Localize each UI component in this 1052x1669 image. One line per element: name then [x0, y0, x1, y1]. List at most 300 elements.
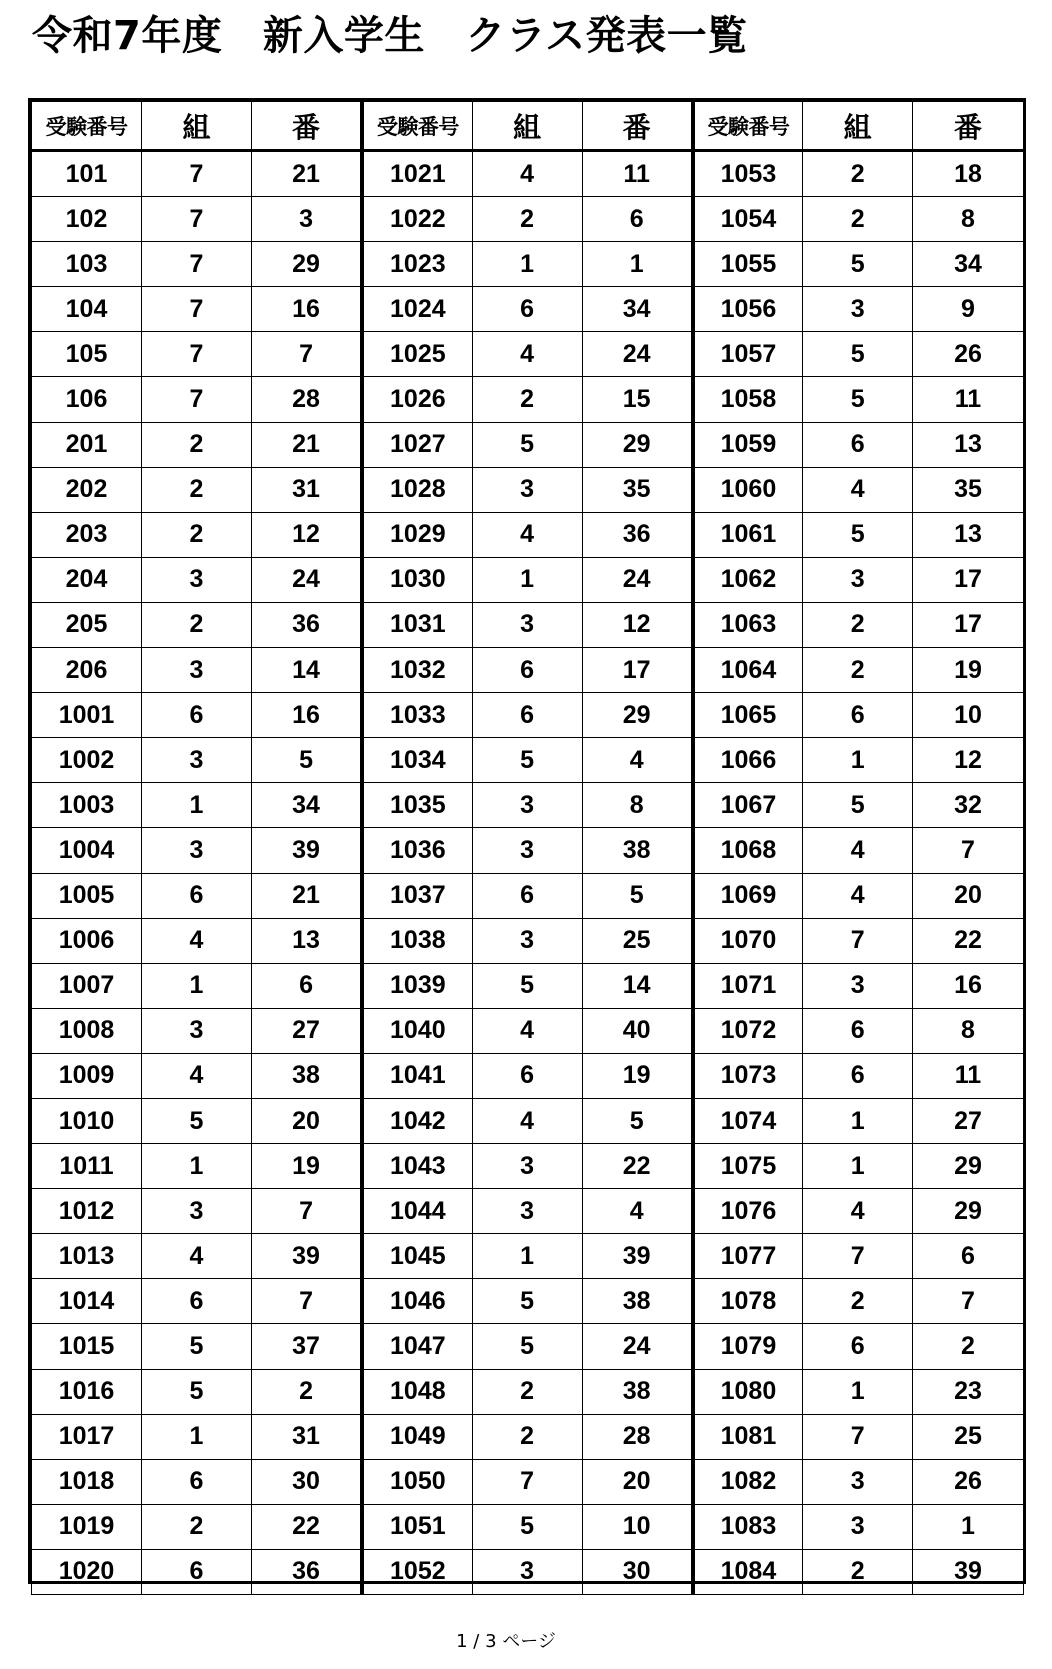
class-cell: 3	[472, 828, 582, 873]
class-cell: 2	[142, 602, 252, 647]
seat-number-cell: 21	[252, 873, 363, 918]
seat-number-cell: 13	[913, 422, 1024, 467]
exam-number-cell: 1063	[693, 602, 803, 647]
class-cell: 7	[472, 1459, 582, 1504]
seat-number-cell: 23	[913, 1369, 1024, 1414]
seat-number-cell: 28	[582, 1414, 693, 1459]
exam-number-cell: 1077	[693, 1234, 803, 1279]
exam-number-cell: 204	[32, 557, 142, 602]
exam-number-cell: 1019	[32, 1504, 142, 1549]
seat-number-cell: 25	[913, 1414, 1024, 1459]
class-cell: 5	[803, 512, 913, 557]
seat-number-cell: 34	[913, 242, 1024, 287]
class-cell: 2	[142, 467, 252, 512]
seat-number-cell: 1	[582, 242, 693, 287]
class-cell: 5	[472, 422, 582, 467]
class-cell: 3	[142, 1189, 252, 1234]
table-row	[32, 1144, 1024, 1189]
class-cell: 4	[472, 1098, 582, 1143]
class-cell: 2	[803, 1279, 913, 1324]
exam-number-cell: 1057	[693, 332, 803, 377]
class-cell: 1	[142, 963, 252, 1008]
class-cell: 2	[142, 422, 252, 467]
class-cell: 2	[472, 1369, 582, 1414]
exam-number-cell: 1068	[693, 828, 803, 873]
class-cell: 2	[472, 197, 582, 242]
class-list-table-frame	[28, 98, 1026, 1584]
exam-number-cell: 1001	[32, 693, 142, 738]
exam-number-cell: 1062	[693, 557, 803, 602]
seat-number-cell: 25	[582, 918, 693, 963]
exam-number-cell: 1045	[362, 1234, 472, 1279]
class-cell: 6	[472, 693, 582, 738]
exam-number-cell: 1082	[693, 1459, 803, 1504]
header-seat-number: 番	[252, 102, 363, 151]
seat-number-cell: 16	[913, 963, 1024, 1008]
page-indicator: 1 / 3 ページ	[456, 1631, 556, 1652]
seat-number-cell: 12	[252, 512, 363, 557]
table-row	[32, 1549, 1024, 1594]
exam-number-cell: 1004	[32, 828, 142, 873]
table-row	[32, 287, 1024, 332]
class-cell: 5	[142, 1098, 252, 1143]
class-cell: 2	[803, 602, 913, 647]
table-row	[32, 332, 1024, 377]
seat-number-cell: 24	[582, 1324, 693, 1369]
seat-number-cell: 20	[913, 873, 1024, 918]
exam-number-cell: 1028	[362, 467, 472, 512]
exam-number-cell: 1027	[362, 422, 472, 467]
exam-number-cell: 1036	[362, 828, 472, 873]
exam-number-cell: 1059	[693, 422, 803, 467]
class-cell: 6	[142, 1279, 252, 1324]
seat-number-cell: 27	[252, 1008, 363, 1053]
exam-number-cell: 1023	[362, 242, 472, 287]
seat-number-cell: 21	[252, 422, 363, 467]
seat-number-cell: 14	[582, 963, 693, 1008]
seat-number-cell: 31	[252, 1414, 363, 1459]
class-cell: 3	[472, 1549, 582, 1594]
seat-number-cell: 15	[582, 377, 693, 422]
exam-number-cell: 203	[32, 512, 142, 557]
table-row	[32, 1369, 1024, 1414]
seat-number-cell: 21	[252, 151, 363, 197]
class-cell: 4	[142, 1053, 252, 1098]
class-cell: 1	[472, 242, 582, 287]
exam-number-cell: 1051	[362, 1504, 472, 1549]
seat-number-cell: 6	[913, 1234, 1024, 1279]
exam-number-cell: 1009	[32, 1053, 142, 1098]
exam-number-cell: 105	[32, 332, 142, 377]
seat-number-cell: 38	[582, 1279, 693, 1324]
class-cell: 3	[472, 467, 582, 512]
class-cell: 5	[472, 1324, 582, 1369]
exam-number-cell: 1048	[362, 1369, 472, 1414]
class-cell: 5	[472, 1279, 582, 1324]
class-cell: 6	[803, 422, 913, 467]
exam-number-cell: 1015	[32, 1324, 142, 1369]
seat-number-cell: 35	[582, 467, 693, 512]
seat-number-cell: 31	[252, 467, 363, 512]
exam-number-cell: 1081	[693, 1414, 803, 1459]
seat-number-cell: 7	[913, 1279, 1024, 1324]
header-exam-number: 受験番号	[693, 102, 803, 151]
seat-number-cell: 38	[582, 1369, 693, 1414]
class-cell: 6	[803, 693, 913, 738]
table-row	[32, 963, 1024, 1008]
class-cell: 4	[803, 467, 913, 512]
seat-number-cell: 38	[582, 828, 693, 873]
exam-number-cell: 1008	[32, 1008, 142, 1053]
class-cell: 3	[803, 1459, 913, 1504]
class-cell: 2	[803, 1549, 913, 1594]
seat-number-cell: 29	[913, 1144, 1024, 1189]
class-cell: 6	[142, 1549, 252, 1594]
header-class: 組	[472, 102, 582, 151]
seat-number-cell: 22	[913, 918, 1024, 963]
table-row	[32, 1504, 1024, 1549]
class-cell: 4	[142, 918, 252, 963]
seat-number-cell: 29	[252, 242, 363, 287]
seat-number-cell: 18	[913, 151, 1024, 197]
exam-number-cell: 1029	[362, 512, 472, 557]
exam-number-cell: 1064	[693, 648, 803, 693]
class-cell: 3	[142, 648, 252, 693]
exam-number-cell: 1033	[362, 693, 472, 738]
seat-number-cell: 39	[252, 1234, 363, 1279]
seat-number-cell: 19	[582, 1053, 693, 1098]
class-cell: 6	[472, 287, 582, 332]
class-cell: 3	[803, 1504, 913, 1549]
exam-number-cell: 1017	[32, 1414, 142, 1459]
seat-number-cell: 14	[252, 648, 363, 693]
seat-number-cell: 26	[913, 332, 1024, 377]
class-cell: 2	[142, 1504, 252, 1549]
class-cell: 2	[803, 151, 913, 197]
seat-number-cell: 10	[582, 1504, 693, 1549]
exam-number-cell: 1072	[693, 1008, 803, 1053]
exam-number-cell: 1066	[693, 738, 803, 783]
class-cell: 2	[472, 1414, 582, 1459]
class-cell: 3	[472, 918, 582, 963]
class-cell: 3	[142, 828, 252, 873]
seat-number-cell: 8	[913, 197, 1024, 242]
class-cell: 4	[803, 873, 913, 918]
seat-number-cell: 17	[913, 557, 1024, 602]
seat-number-cell: 29	[582, 422, 693, 467]
class-cell: 3	[472, 1189, 582, 1234]
class-cell: 5	[142, 1369, 252, 1414]
seat-number-cell: 35	[913, 467, 1024, 512]
seat-number-cell: 34	[582, 287, 693, 332]
exam-number-cell: 1013	[32, 1234, 142, 1279]
header-seat-number: 番	[582, 102, 693, 151]
header-exam-number: 受験番号	[32, 102, 142, 151]
class-cell: 1	[472, 557, 582, 602]
exam-number-cell: 1016	[32, 1369, 142, 1414]
exam-number-cell: 1071	[693, 963, 803, 1008]
class-cell: 7	[142, 332, 252, 377]
exam-number-cell: 1038	[362, 918, 472, 963]
seat-number-cell: 8	[913, 1008, 1024, 1053]
seat-number-cell: 36	[582, 512, 693, 557]
exam-number-cell: 1002	[32, 738, 142, 783]
exam-number-cell: 1075	[693, 1144, 803, 1189]
class-cell: 4	[472, 512, 582, 557]
seat-number-cell: 13	[913, 512, 1024, 557]
seat-number-cell: 39	[252, 828, 363, 873]
table-row	[32, 1459, 1024, 1504]
seat-number-cell: 39	[582, 1234, 693, 1279]
exam-number-cell: 1044	[362, 1189, 472, 1234]
table-row	[32, 467, 1024, 512]
class-cell: 3	[803, 963, 913, 1008]
exam-number-cell: 1076	[693, 1189, 803, 1234]
exam-number-cell: 1034	[362, 738, 472, 783]
class-cell: 3	[803, 287, 913, 332]
seat-number-cell: 11	[913, 377, 1024, 422]
class-cell: 6	[472, 1053, 582, 1098]
exam-number-cell: 1037	[362, 873, 472, 918]
header-class: 組	[803, 102, 913, 151]
class-cell: 4	[472, 1008, 582, 1053]
class-cell: 7	[142, 287, 252, 332]
table-row	[32, 557, 1024, 602]
class-cell: 5	[142, 1324, 252, 1369]
exam-number-cell: 1025	[362, 332, 472, 377]
class-cell: 7	[803, 1414, 913, 1459]
exam-number-cell: 1056	[693, 287, 803, 332]
exam-number-cell: 1012	[32, 1189, 142, 1234]
class-cell: 5	[803, 242, 913, 287]
exam-number-cell: 1084	[693, 1549, 803, 1594]
seat-number-cell: 19	[252, 1144, 363, 1189]
class-cell: 1	[142, 1414, 252, 1459]
seat-number-cell: 10	[913, 693, 1024, 738]
seat-number-cell: 5	[252, 738, 363, 783]
seat-number-cell: 8	[582, 783, 693, 828]
table-row	[32, 918, 1024, 963]
exam-number-cell: 1055	[693, 242, 803, 287]
class-cell: 6	[142, 1459, 252, 1504]
class-cell: 7	[803, 918, 913, 963]
seat-number-cell: 7	[252, 332, 363, 377]
table-row	[32, 1053, 1024, 1098]
exam-number-cell: 1043	[362, 1144, 472, 1189]
exam-number-cell: 1078	[693, 1279, 803, 1324]
header-exam-number: 受験番号	[362, 102, 472, 151]
exam-number-cell: 106	[32, 377, 142, 422]
exam-number-cell: 1032	[362, 648, 472, 693]
class-cell: 4	[803, 828, 913, 873]
seat-number-cell: 11	[582, 151, 693, 197]
class-cell: 7	[142, 377, 252, 422]
table-row	[32, 377, 1024, 422]
exam-number-cell: 1010	[32, 1098, 142, 1143]
class-cell: 3	[472, 602, 582, 647]
seat-number-cell: 22	[582, 1144, 693, 1189]
seat-number-cell: 38	[252, 1053, 363, 1098]
seat-number-cell: 40	[582, 1008, 693, 1053]
exam-number-cell: 1018	[32, 1459, 142, 1504]
seat-number-cell: 36	[252, 602, 363, 647]
exam-number-cell: 102	[32, 197, 142, 242]
exam-number-cell: 103	[32, 242, 142, 287]
seat-number-cell: 19	[913, 648, 1024, 693]
exam-number-cell: 1065	[693, 693, 803, 738]
exam-number-cell: 1080	[693, 1369, 803, 1414]
table-row	[32, 1189, 1024, 1234]
exam-number-cell: 1035	[362, 783, 472, 828]
class-cell: 1	[142, 1144, 252, 1189]
table-row	[32, 602, 1024, 647]
seat-number-cell: 2	[252, 1369, 363, 1414]
seat-number-cell: 30	[252, 1459, 363, 1504]
table-row	[32, 242, 1024, 287]
seat-number-cell: 29	[913, 1189, 1024, 1234]
class-cell: 4	[472, 151, 582, 197]
exam-number-cell: 104	[32, 287, 142, 332]
class-cell: 2	[803, 648, 913, 693]
class-cell: 2	[472, 377, 582, 422]
seat-number-cell: 34	[252, 783, 363, 828]
seat-number-cell: 12	[582, 602, 693, 647]
class-cell: 6	[142, 873, 252, 918]
table-row	[32, 828, 1024, 873]
table-row	[32, 1098, 1024, 1143]
class-cell: 2	[142, 512, 252, 557]
table-header-row	[32, 102, 1024, 151]
table-row	[32, 1414, 1024, 1459]
class-cell: 6	[803, 1324, 913, 1369]
class-cell: 6	[472, 873, 582, 918]
table-row	[32, 422, 1024, 467]
class-cell: 6	[803, 1008, 913, 1053]
table-row	[32, 512, 1024, 557]
exam-number-cell: 1003	[32, 783, 142, 828]
header-class: 組	[142, 102, 252, 151]
class-cell: 4	[142, 1234, 252, 1279]
exam-number-cell: 1049	[362, 1414, 472, 1459]
table-row	[32, 873, 1024, 918]
seat-number-cell: 5	[582, 1098, 693, 1143]
seat-number-cell: 20	[582, 1459, 693, 1504]
exam-number-cell: 1031	[362, 602, 472, 647]
seat-number-cell: 7	[913, 828, 1024, 873]
seat-number-cell: 7	[252, 1189, 363, 1234]
table-row	[32, 693, 1024, 738]
seat-number-cell: 29	[582, 693, 693, 738]
exam-number-cell: 201	[32, 422, 142, 467]
seat-number-cell: 13	[252, 918, 363, 963]
class-cell: 6	[142, 693, 252, 738]
table-row	[32, 197, 1024, 242]
exam-number-cell: 1061	[693, 512, 803, 557]
table-row	[32, 1324, 1024, 1369]
exam-number-cell: 101	[32, 151, 142, 197]
seat-number-cell: 16	[252, 693, 363, 738]
seat-number-cell: 24	[582, 557, 693, 602]
exam-number-cell: 1005	[32, 873, 142, 918]
class-cell: 4	[803, 1189, 913, 1234]
seat-number-cell: 20	[252, 1098, 363, 1143]
exam-number-cell: 1030	[362, 557, 472, 602]
exam-number-cell: 1039	[362, 963, 472, 1008]
exam-number-cell: 1054	[693, 197, 803, 242]
seat-number-cell: 17	[913, 602, 1024, 647]
class-cell: 3	[472, 1144, 582, 1189]
class-cell: 5	[472, 963, 582, 1008]
seat-number-cell: 24	[582, 332, 693, 377]
seat-number-cell: 37	[252, 1324, 363, 1369]
exam-number-cell: 1041	[362, 1053, 472, 1098]
seat-number-cell: 24	[252, 557, 363, 602]
exam-number-cell: 1011	[32, 1144, 142, 1189]
seat-number-cell: 17	[582, 648, 693, 693]
exam-number-cell: 1046	[362, 1279, 472, 1324]
class-cell: 1	[803, 1098, 913, 1143]
table-row	[32, 648, 1024, 693]
class-cell: 3	[142, 557, 252, 602]
page-title: 令和7年度 新入学生 クラス発表一覧	[32, 13, 748, 59]
seat-number-cell: 27	[913, 1098, 1024, 1143]
exam-number-cell: 1052	[362, 1549, 472, 1594]
exam-number-cell: 1074	[693, 1098, 803, 1143]
exam-number-cell: 1067	[693, 783, 803, 828]
exam-number-cell: 205	[32, 602, 142, 647]
class-cell: 5	[803, 783, 913, 828]
exam-number-cell: 1020	[32, 1549, 142, 1594]
class-cell: 5	[472, 738, 582, 783]
seat-number-cell: 39	[913, 1549, 1024, 1594]
exam-number-cell: 202	[32, 467, 142, 512]
exam-number-cell: 1040	[362, 1008, 472, 1053]
seat-number-cell: 6	[582, 197, 693, 242]
table-row	[32, 1234, 1024, 1279]
table-body	[32, 151, 1024, 1595]
exam-number-cell: 1070	[693, 918, 803, 963]
seat-number-cell: 11	[913, 1053, 1024, 1098]
table-row	[32, 151, 1024, 197]
class-cell: 3	[142, 1008, 252, 1053]
class-cell: 3	[142, 738, 252, 783]
exam-number-cell: 206	[32, 648, 142, 693]
exam-number-cell: 1079	[693, 1324, 803, 1369]
seat-number-cell: 3	[252, 197, 363, 242]
class-cell: 1	[803, 738, 913, 783]
header-seat-number: 番	[913, 102, 1024, 151]
class-cell: 7	[803, 1234, 913, 1279]
class-cell: 3	[472, 783, 582, 828]
class-cell: 1	[142, 783, 252, 828]
class-cell: 1	[803, 1144, 913, 1189]
class-cell: 4	[472, 332, 582, 377]
class-assignment-table	[31, 101, 1024, 1595]
class-cell: 3	[803, 557, 913, 602]
seat-number-cell: 6	[252, 963, 363, 1008]
seat-number-cell: 16	[252, 287, 363, 332]
exam-number-cell: 1026	[362, 377, 472, 422]
exam-number-cell: 1007	[32, 963, 142, 1008]
exam-number-cell: 1014	[32, 1279, 142, 1324]
seat-number-cell: 22	[252, 1504, 363, 1549]
seat-number-cell: 4	[582, 738, 693, 783]
class-cell: 1	[472, 1234, 582, 1279]
table-row	[32, 738, 1024, 783]
class-cell: 7	[142, 242, 252, 287]
exam-number-cell: 1050	[362, 1459, 472, 1504]
exam-number-cell: 1058	[693, 377, 803, 422]
